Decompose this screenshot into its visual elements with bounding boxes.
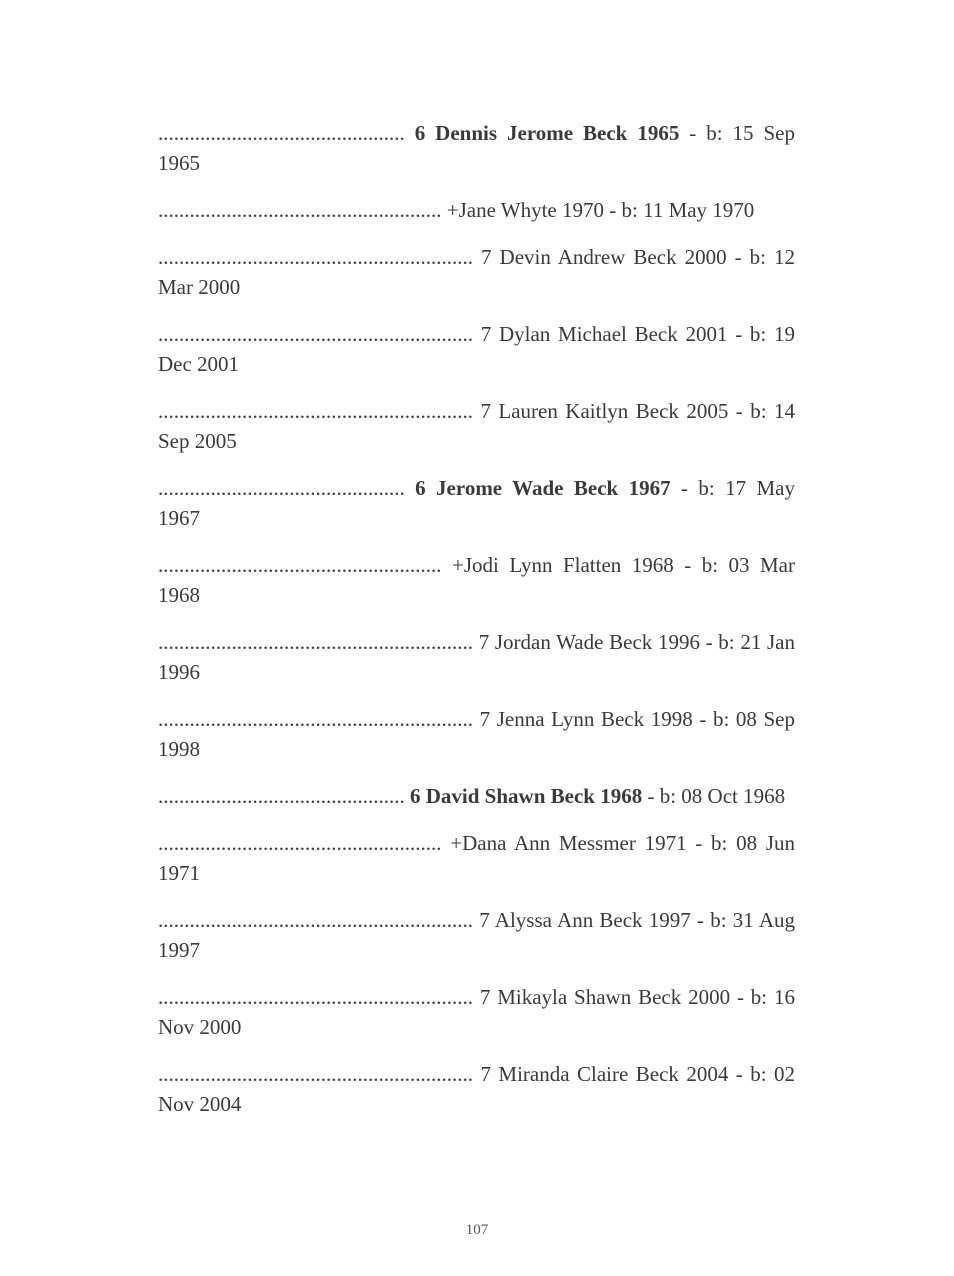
entry-dana-ann-messmer [158, 828, 795, 888]
entry-jenna-lynn-beck [158, 704, 795, 764]
spouse-name: +Jodi Lynn Flatten 1968 [451, 553, 674, 577]
birth-info: - b: 08 Jun 1971 [158, 831, 795, 885]
entry-dennis-jerome-beck [158, 118, 795, 178]
spouse-name: +Dana Ann Messmer 1971 [450, 831, 687, 855]
child-name: 7 Miranda Claire Beck 2004 [480, 1062, 729, 1086]
birth-info: - b: 08 Sep 1998 [158, 707, 796, 761]
birth-info: - b: 14 Sep 2005 [158, 399, 796, 453]
child-name: 7 Mikayla Shawn Beck 2000 [479, 985, 731, 1009]
child-name: 7 Jordan Wade Beck 1996 [478, 630, 700, 654]
dot-leader: ............................................................ [158, 399, 473, 423]
birth-info: - b: 16 Nov 2000 [158, 985, 795, 1039]
dot-leader: ............................................................ [158, 707, 473, 731]
dot-leader: ............................................................ [158, 630, 473, 654]
entry-miranda-claire-beck [158, 1059, 795, 1119]
page-number: 107 [465, 1222, 489, 1238]
birth-info: - b: 08 Oct 1968 [642, 784, 786, 808]
child-name: 7 Jenna Lynn Beck 1998 [479, 707, 693, 731]
dot-leader: ............................................................ [158, 245, 473, 269]
dot-leader: ............................................... [158, 476, 405, 500]
birth-info: - b: 11 May 1970 [604, 198, 755, 222]
entry-david-shawn-beck [158, 781, 795, 811]
child-name: 7 Lauren Kaitlyn Beck 2005 [480, 399, 729, 423]
dot-leader: ............................................... [158, 784, 405, 808]
dot-leader: ............................................................ [158, 322, 473, 346]
birth-info: - b: 21 Jan 1996 [158, 630, 795, 684]
child-name: 7 Alyssa Ann Beck 1997 [479, 908, 691, 932]
birth-info: - b: 02 Nov 2004 [158, 1062, 796, 1116]
child-name: 7 Devin Andrew Beck 2000 [481, 245, 727, 269]
descendant-list [158, 118, 795, 1136]
entry-alyssa-ann-beck [158, 905, 795, 965]
person-name: 6 Dennis Jerome Beck 1965 [414, 121, 680, 145]
dot-leader: ............................................................ [158, 1062, 473, 1086]
birth-info: - b: 15 Sep 1965 [158, 121, 796, 175]
dot-leader: ...................................................... [158, 553, 442, 577]
spouse-name: +Jane Whyte 1970 [446, 198, 605, 222]
dot-leader: ............................................................ [158, 985, 473, 1009]
dot-leader: ...................................................... [158, 198, 442, 222]
birth-info: - b: 31 Aug 1997 [158, 908, 795, 962]
child-name: 7 Dylan Michael Beck 2001 [480, 322, 728, 346]
birth-info: - b: 17 May 1967 [158, 476, 796, 530]
entry-dylan-michael-beck [158, 319, 795, 379]
entry-jane-whyte [158, 195, 795, 225]
entry-lauren-kaitlyn-beck [158, 396, 795, 456]
person-name: 6 David Shawn Beck 1968 [410, 784, 643, 808]
birth-info: - b: 03 Mar 1968 [158, 553, 795, 607]
dot-leader: ............................................................ [158, 908, 473, 932]
entry-mikayla-shawn-beck [158, 982, 795, 1042]
entry-jordan-wade-beck [158, 627, 795, 687]
entry-jodi-lynn-flatten [158, 550, 795, 610]
dot-leader: ............................................... [158, 121, 405, 145]
person-name: 6 Jerome Wade Beck 1967 [415, 476, 671, 500]
entry-jerome-wade-beck [158, 473, 795, 533]
birth-info: - b: 19 Dec 2001 [158, 322, 796, 376]
birth-info: - b: 12 Mar 2000 [158, 245, 795, 299]
entry-devin-andrew-beck [158, 242, 795, 302]
dot-leader: ...................................................... [158, 831, 442, 855]
